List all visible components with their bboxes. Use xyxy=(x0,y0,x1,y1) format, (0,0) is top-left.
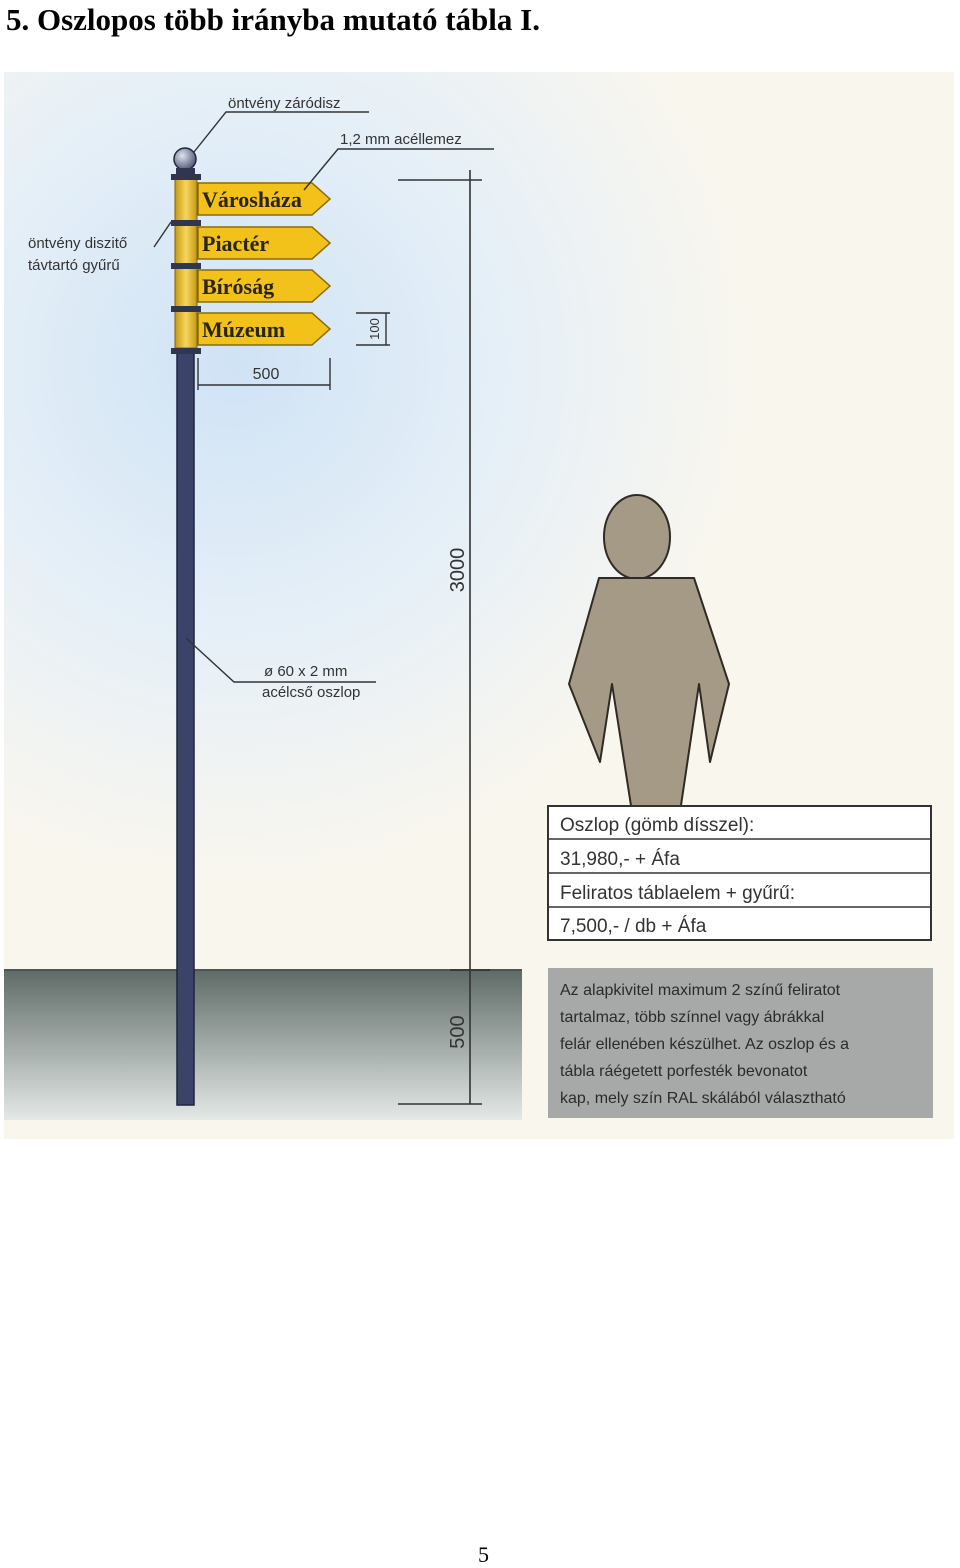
sign-label: Városháza xyxy=(202,187,302,212)
price-table-row: Oszlop (gömb dísszel): xyxy=(560,815,755,836)
sign-birosag xyxy=(198,270,330,302)
sign-vaoshaza xyxy=(198,183,330,215)
sign-width-value: 500 xyxy=(252,366,280,383)
note-box xyxy=(548,968,933,1118)
spacer-ring xyxy=(171,348,201,354)
note-line: kap, mely szín RAL skálából választható xyxy=(560,1090,846,1107)
sign-piacter xyxy=(198,227,330,259)
signpost-figure xyxy=(4,72,954,1139)
sheet-label: 1,2 mm acéllemez xyxy=(340,131,462,148)
price-table xyxy=(548,806,931,940)
page-number: 5 xyxy=(478,1542,489,1567)
pole-label-line2: acélcső oszlop xyxy=(262,684,361,701)
pole-label-line1: ø 60 x 2 mm xyxy=(264,663,348,680)
note-line: felár ellenében készülhet. Az oszlop és a xyxy=(560,1036,850,1053)
spacer-ring xyxy=(171,220,201,226)
spacer-ring xyxy=(171,263,201,269)
ground-area xyxy=(4,970,522,1120)
page-title: 5. Oszlopos több irányba mutató tábla I. xyxy=(6,2,540,37)
note-line: tartalmaz, több színnel vagy ábrákkal xyxy=(560,1009,825,1026)
price-table-row: Feliratos táblaelem + gyűrű: xyxy=(560,883,795,904)
note-line: tábla ráégetett porfesték bevonatot xyxy=(560,1063,808,1080)
ring-label-line1: öntvény diszitő xyxy=(28,235,128,252)
price-table-row: 31,980,- + Áfa xyxy=(560,849,680,870)
sign-label: Múzeum xyxy=(202,317,286,342)
finial-label: öntvény záródisz xyxy=(228,95,341,112)
price-table-row: 7,500,- / db + Áfa xyxy=(560,916,707,937)
sign-label: Piactér xyxy=(202,231,270,256)
sign-label: Bíróság xyxy=(202,274,275,299)
sign-height-value: 100 xyxy=(367,318,382,340)
sign-muzeum xyxy=(198,313,330,345)
note-line: Az alapkivitel maximum 2 színű feliratot xyxy=(560,982,841,999)
ring-label-line2: távtartó gyűrű xyxy=(28,257,120,274)
sign-sleeves xyxy=(171,174,201,354)
ground-depth-value: 500 xyxy=(447,1015,469,1049)
finial-ball xyxy=(174,148,196,170)
pole-height-value: 3000 xyxy=(447,547,469,593)
spacer-ring xyxy=(171,174,201,180)
spacer-ring xyxy=(171,306,201,312)
